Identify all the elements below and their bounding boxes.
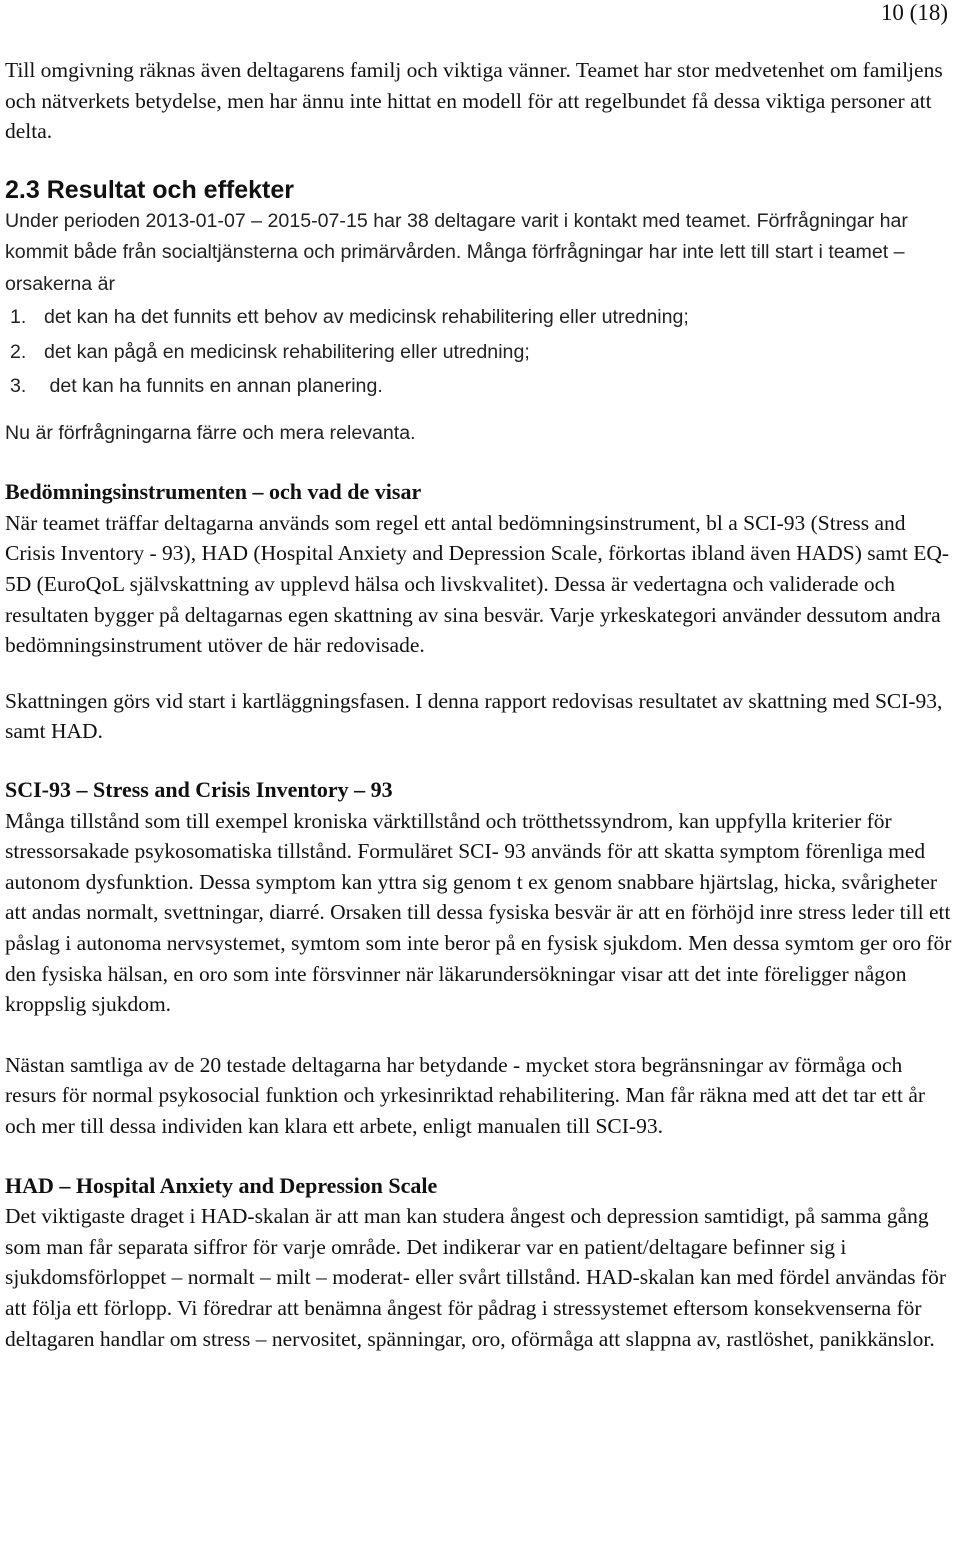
rating-paragraph: Skattningen görs vid start i kartläggningsfasen. I denna rapport redovisas resultatet av skattning med SCI-93, samt HAD. [5, 688, 943, 744]
list-item-number: 1. [10, 306, 27, 329]
results-paragraph: Under perioden 2013-01-07 – 2015-07-15 har 38 deltagare varit i kontakt med teamet. Förfrågningar har kommit både från socialtjänsterna och primärvården. Många förfrågningar har inte lett till start i teamet – orsakerna är [5, 209, 908, 295]
sci93-paragraph-1: Många tillstånd som till exempel kroniska värktillstånd och trötthetssyndrom, kan uppfylla kriterier för stressorsakade psykosomatiska tillstånd. Formuläret SCI- 93 används för att skatta symptom förenliga med autonom dysfunktion. Dessa symptom kan yttra sig genom t ex genom snabbare hjärtslag, hicka, svårigheter att andas normalt, svettningar, diarré. Orsaken till dessa fysiska besvär är att en förhöjd inre stress leder till ett påslag i autonoma nervsystemet, symtom som inte beror på en fysisk sjukdom. Men dessa symtom ger oro för den fysiska hälsan, en oro som inte försvinner när läkarundersökningar visar att det inte föreligger någon kroppslig sjukdom. [5, 808, 952, 1017]
sci93-heading: SCI-93 – Stress and Crisis Inventory – 93 [5, 777, 393, 803]
intro-paragraph: Till omgivning räknas även deltagarens familj och viktiga vänner. Teamet har stor medvetenhet om familjens och nätverkets betydelse, men har ännu inte hittat en modell för att regelbundet få dessa viktiga personer att delta. [5, 58, 943, 144]
list-item-text: det kan ha funnits en annan planering. [44, 375, 383, 398]
sci93-paragraph-2: Nästan samtliga av de 20 testade deltagarna har betydande - mycket stora begränsningar av förmåga och resurs för normal psykosocial funktion och yrkesinriktad rehabilitering. Man får räkna med att det tar ett år och mer till dessa individen kan klara ett arbete, enligt manualen till SCI-93. [5, 1052, 926, 1138]
list-item-text: det kan pågå en medicinsk rehabilitering eller utredning; [44, 340, 530, 363]
list-item-text: det kan ha det funnits ett behov av medicinsk rehabilitering eller utredning; [44, 306, 689, 329]
list-item [5, 335, 957, 370]
page-content [5, 55, 957, 1354]
list-item [5, 369, 957, 404]
page-number: 10 (18) [880, 0, 948, 25]
assessment-paragraph: När teamet träffar deltagarna används som regel ett antal bedömningsinstrument, bl a SCI-93 (Stress and Crisis Inventory - 93), HAD (Hospital Anxiety and Depression Scale, förkortas ibland även HADS) samt EQ-5D (EuroQoL självskattning av upplevd hälsa och livskvalitet). Dessa är vedertagna och validerade och resultaten bygger på deltagarnas egen skattning av sina besvär. Varje yrkeskategori använder dessutom andra bedömningsinstrument utöver de här redovisade. [5, 510, 950, 658]
assessment-heading: Bedömningsinstrumenten – och vad de visar [5, 479, 422, 505]
fewer-requests-paragraph: Nu är förfrågningarna färre och mera relevanta. [5, 421, 416, 444]
had-heading: HAD – Hospital Anxiety and Depression Scale [5, 1172, 438, 1198]
list-item-number: 3. [10, 375, 27, 398]
had-paragraph: Det viktigaste draget i HAD-skalan är att man kan studera ångest och depression samtidigt, på samma gång som man får separata siffror för varje område. Det indikerar var en patient/deltagare befinner sig i sjukdomsförloppet – normalt – milt – moderat- eller svårt tillstånd. HAD-skalan kan med fördel användas för att följa ett förlopp. Vi föredrar att benämna ångest för pådrag i stressystemet eftersom konsekvenserna för deltagaren handlar om stress – nervositet, spänningar, oro, oförmåga att slappna av, rastlöshet, panikkänslor. [5, 1204, 946, 1351]
list-item [5, 300, 957, 335]
reasons-list [5, 300, 957, 404]
list-item-number: 2. [10, 340, 27, 363]
results-heading: 2.3 Resultat och effekter [5, 175, 294, 204]
